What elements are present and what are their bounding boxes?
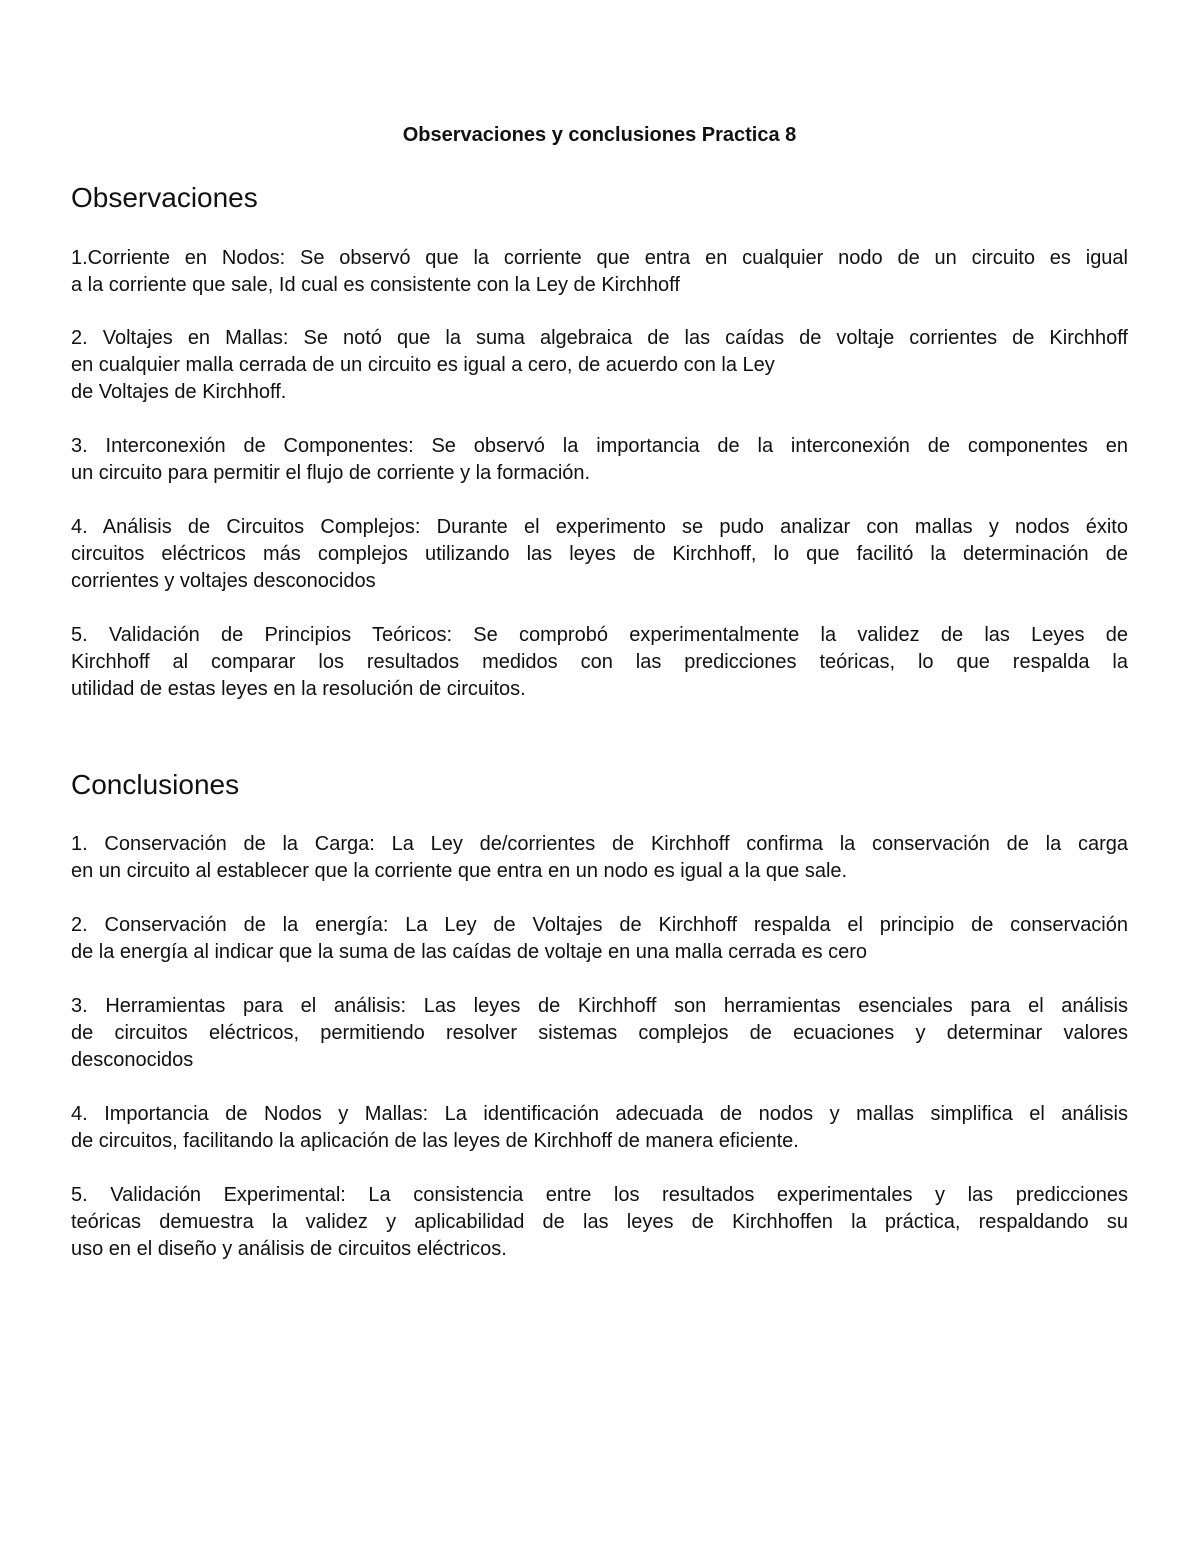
conclusion-item-3 xyxy=(71,993,1128,1074)
observacion-4-line-2: circuitos eléctricos más complejos utilizando las leyes de Kirchhoff, lo que facilitó la determinación de xyxy=(71,543,1128,565)
observacion-3-line-2: un circuito para permitir el flujo de corriente y la formación. xyxy=(71,462,591,484)
conclusion-2-line-2: de la energía al indicar que la suma de las caídas de voltaje en una malla cerrada es cero xyxy=(71,941,868,963)
document-title: Observaciones y conclusiones Practica 8 xyxy=(402,124,797,146)
observacion-2-line-3: de Voltajes de Kirchhoff. xyxy=(71,381,287,403)
conclusion-2-line-1: 2. Conservación de la energía: La Ley de Voltajes de Kirchhoff respalda el principio de conservación xyxy=(71,914,1128,936)
observacion-4-line-1: 4. Análisis de Circuitos Complejos: Durante el experimento se pudo analizar con mallas y nodos éxito xyxy=(71,516,1128,538)
observaciones-heading: Observaciones xyxy=(71,182,258,213)
conclusion-item-5 xyxy=(71,1182,1128,1263)
observacion-3-line-1: 3. Interconexión de Componentes: Se observó la importancia de la interconexión de componentes en xyxy=(71,435,1128,457)
conclusion-3-line-1: 3. Herramientas para el análisis: Las leyes de Kirchhoff son herramientas esenciales para el análisis xyxy=(71,995,1128,1017)
observacion-5-line-3: utilidad de estas leyes en la resolución de circuitos. xyxy=(71,678,526,700)
observacion-4-line-3: corrientes y voltajes desconocidos xyxy=(71,570,376,592)
observacion-5-line-2: Kirchhoff al comparar los resultados medidos con las predicciones teóricas, lo que respalda la xyxy=(71,651,1128,673)
observacion-1-line-2: a la corriente que sale, Id cual es consistente con la Ley de Kirchhoff xyxy=(71,274,680,296)
conclusion-3-line-3: desconocidos xyxy=(71,1049,194,1071)
conclusion-1-line-1: 1. Conservación de la Carga: La Ley de/corrientes de Kirchhoff confirma la conservación de la carga xyxy=(71,833,1128,855)
conclusion-3-line-2: de circuitos eléctricos, permitiendo resolver sistemas complejos de ecuaciones y determinar valores xyxy=(71,1022,1128,1044)
conclusion-item-1 xyxy=(71,831,1128,885)
observacion-1-line-1: 1.Corriente en Nodos: Se observó que la corriente que entra en cualquier nodo de un circuito es igual xyxy=(71,247,1128,269)
observacion-item-3 xyxy=(71,433,1128,487)
conclusion-5-line-3: uso en el diseño y análisis de circuitos eléctricos. xyxy=(71,1238,507,1260)
conclusion-4-line-2: de circuitos, facilitando la aplicación de las leyes de Kirchhoff de manera eficiente. xyxy=(71,1130,799,1152)
observacion-5-line-1: 5. Validación de Principios Teóricos: Se comprobó experimentalmente la validez de las Leyes de xyxy=(71,624,1128,646)
conclusion-5-line-1: 5. Validación Experimental: La consistencia entre los resultados experimentales y las predicciones xyxy=(71,1184,1128,1206)
conclusion-item-4 xyxy=(71,1101,1128,1155)
observacion-2-line-1: 2. Voltajes en Mallas: Se notó que la suma algebraica de las caídas de voltaje corrientes de Kirchhoff xyxy=(71,327,1128,349)
observacion-2-line-2: en cualquier malla cerrada de un circuito es igual a cero, de acuerdo con la Ley xyxy=(71,354,775,376)
conclusion-item-2 xyxy=(71,912,1128,966)
observacion-item-4 xyxy=(71,514,1128,595)
conclusion-4-line-1: 4. Importancia de Nodos y Mallas: La identificación adecuada de nodos y mallas simplifica el análisis xyxy=(71,1103,1128,1125)
observacion-item-5 xyxy=(71,622,1128,703)
conclusion-1-line-2: en un circuito al establecer que la corriente que entra en un nodo es igual a la que sale. xyxy=(71,860,848,882)
observacion-item-1 xyxy=(71,245,1128,299)
conclusiones-heading: Conclusiones xyxy=(71,769,240,800)
observacion-item-2 xyxy=(71,325,1128,406)
conclusion-5-line-2: teóricas demuestra la validez y aplicabilidad de las leyes de Kirchhoffen la práctica, respaldando su xyxy=(71,1211,1128,1233)
